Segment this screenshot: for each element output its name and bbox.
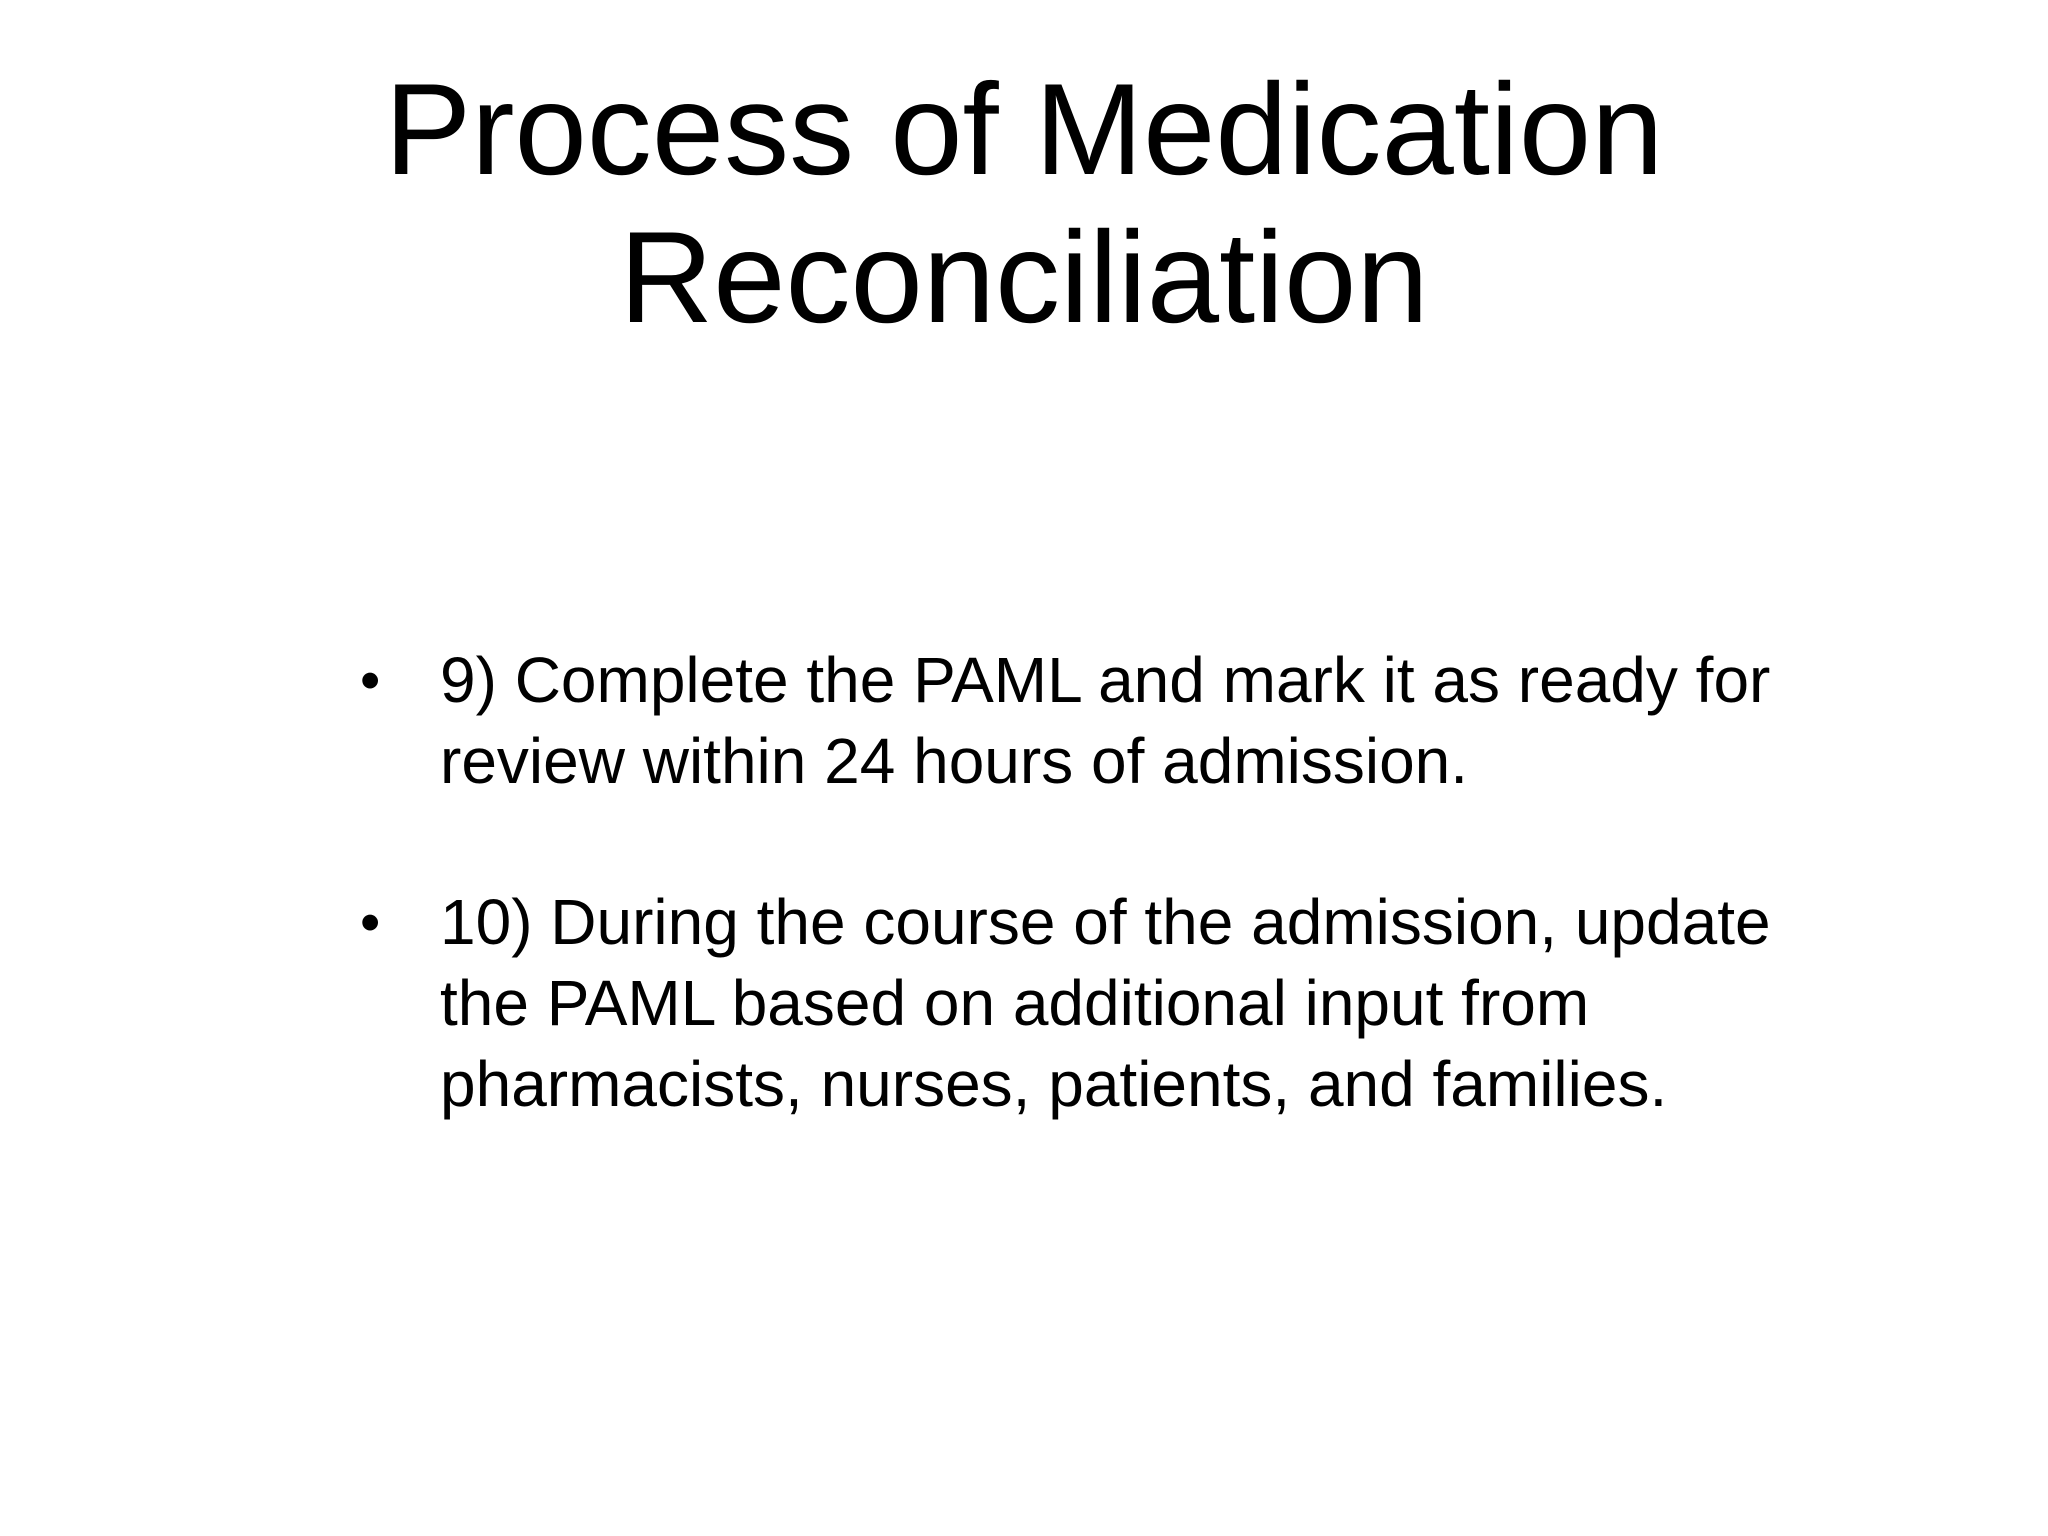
bullet-list [360,640,1780,1205]
bullet-icon: • [360,648,381,713]
slide-title-line-1: Process of Medication [384,56,1664,202]
bullet-text-9: 9) Complete the PAML and mark it as ready for review within 24 hours of admission. [440,644,1771,797]
bullet-item-10 [360,882,1780,1125]
bullet-text-10: 10) During the course of the admission, update the PAML based on additional input from pharmacists, nurses, patients, and families. [440,886,1771,1120]
slide-title [200,55,1848,351]
bullet-item-9 [360,640,1780,802]
bullet-icon: • [360,890,381,955]
slide-title-line-2: Reconciliation [619,204,1429,350]
